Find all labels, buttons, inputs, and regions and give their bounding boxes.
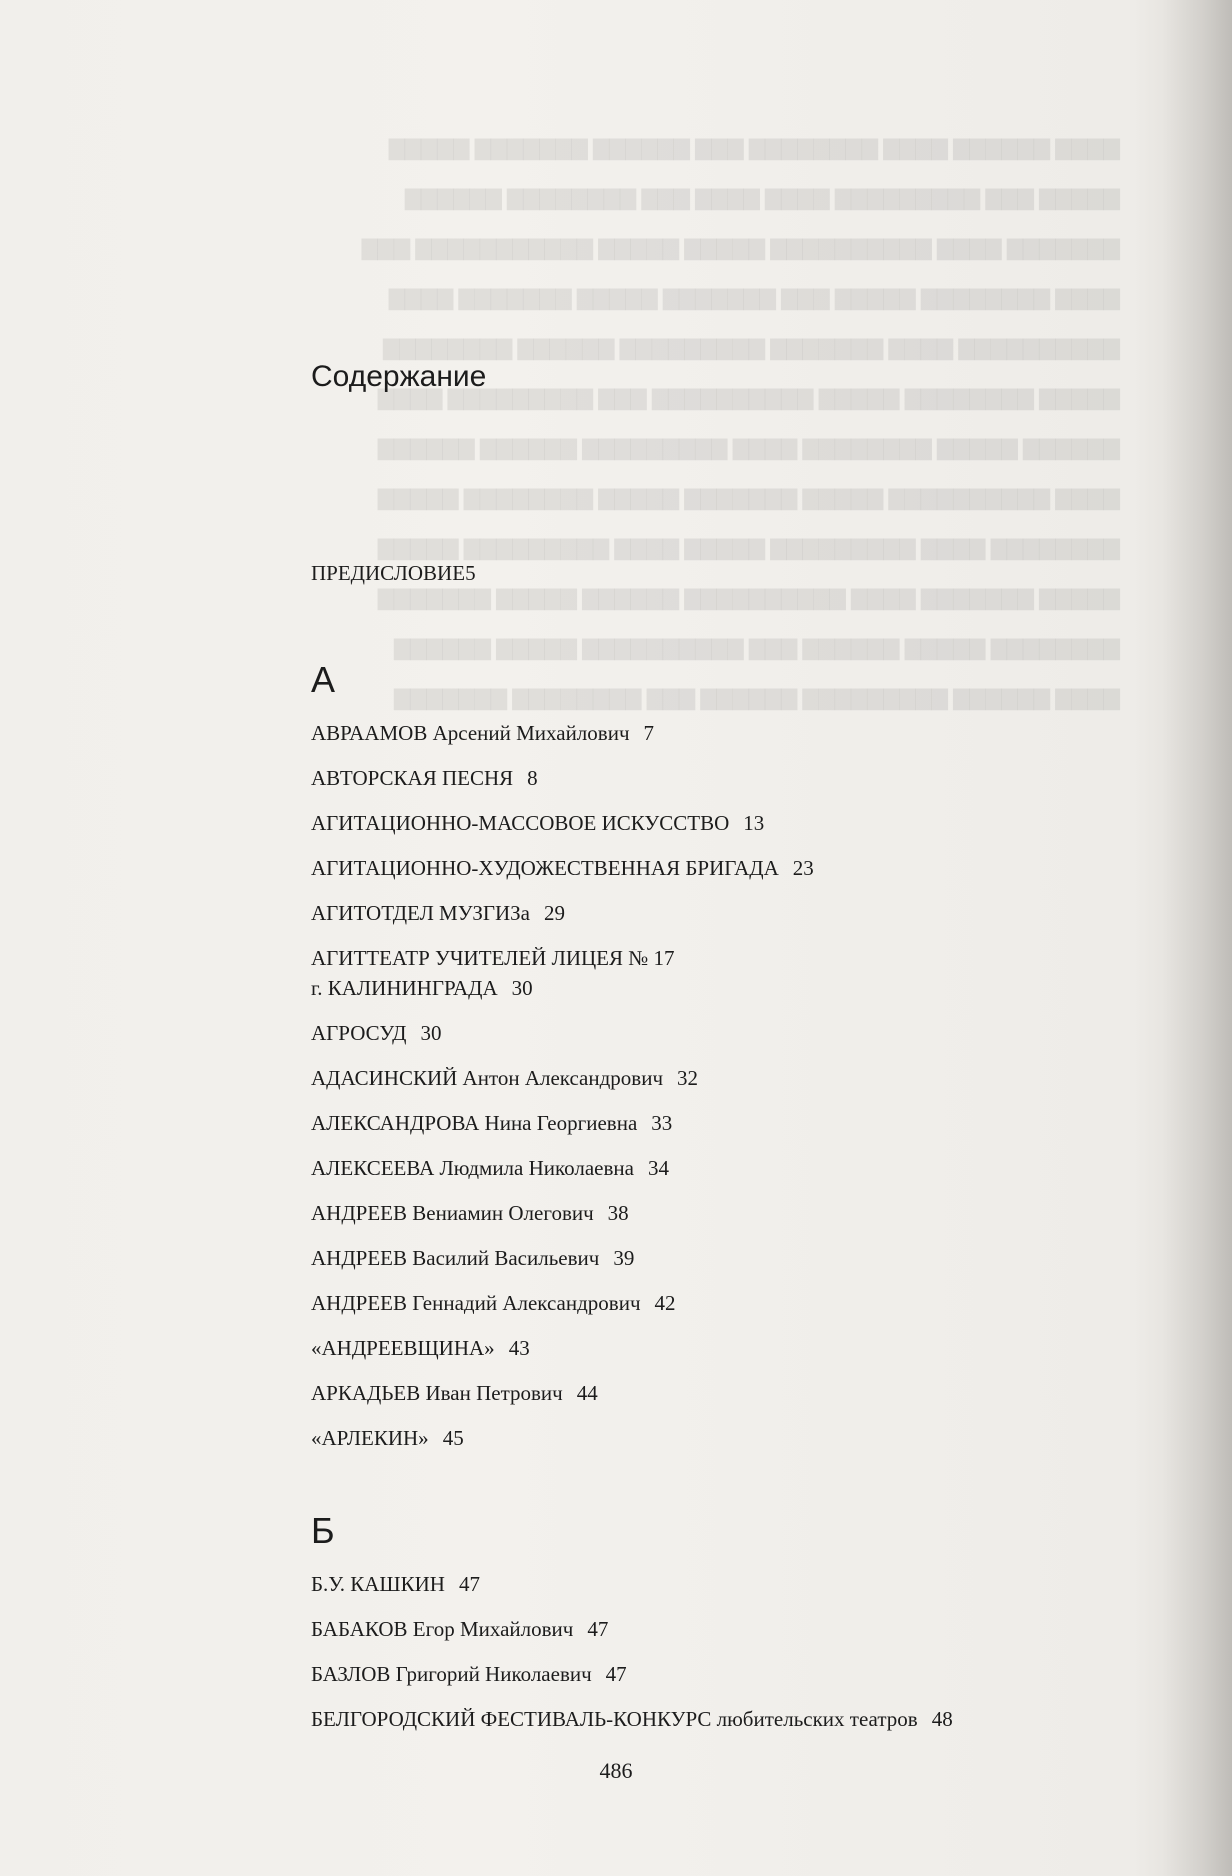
toc-entry-name: БАЗЛОВ Григорий Николаевич	[311, 1662, 592, 1686]
toc-entry	[311, 943, 1131, 1003]
toc-entry-name: БЕЛГОРОДСКИЙ ФЕСТИВАЛЬ-КОНКУРС любительских театров	[311, 1707, 918, 1731]
toc-entry-name: АДАСИНСКИЙ Антон Александрович	[311, 1066, 664, 1090]
toc-entry	[311, 1243, 1131, 1273]
toc-entry-page: 33	[651, 1111, 673, 1135]
toc-entry-page: 29	[544, 901, 565, 925]
toc-entry	[311, 898, 1131, 928]
toc-entry	[311, 1569, 1131, 1599]
section-letter: А	[311, 659, 336, 700]
toc-entry-name: АЛЕКСЕЕВА Людмила Николаевна	[311, 1156, 634, 1180]
toc-entry-page: 13	[743, 811, 765, 835]
toc-entry-page: 45	[442, 1426, 464, 1450]
toc-entry-name: ПРЕДИСЛОВИЕ	[311, 561, 466, 585]
toc-entry-name: АГИТТЕАТР УЧИТЕЛЕЙ ЛИЦЕЯ № 17	[311, 946, 675, 970]
toc-entry-name: АВРААМОВ Арсений Михайлович	[311, 721, 630, 745]
toc-entry-page: 39	[613, 1246, 635, 1270]
toc-entry-page: 43	[508, 1336, 530, 1360]
toc-entry	[311, 1423, 1131, 1453]
page-gutter-shadow	[1162, 0, 1232, 1876]
toc-entry	[311, 853, 1131, 883]
toc-entry	[311, 718, 1131, 748]
toc-entry-page: 7	[643, 721, 655, 745]
toc-entry-page: 8	[527, 766, 538, 790]
table-of-contents	[311, 360, 1131, 1749]
toc-entry-page: 23	[792, 856, 814, 880]
page-number: 486	[599, 1758, 633, 1783]
toc-entry-name-continued: г. КАЛИНИНГРАДА	[311, 976, 498, 1000]
toc-entry-page: 47	[458, 1572, 480, 1596]
toc-entry-page: 30	[420, 1021, 442, 1045]
toc-section	[311, 1511, 1131, 1734]
toc-entry	[311, 1288, 1131, 1318]
toc-entry-name: АЛЕКСАНДРОВА Нина Георгиевна	[311, 1111, 638, 1135]
toc-sections	[311, 660, 1131, 1734]
toc-entry-name: АНДРЕЕВ Геннадий Александрович	[311, 1291, 641, 1315]
toc-entry-name: Б.У. КАШКИН	[311, 1572, 445, 1596]
section-letter: Б	[311, 1510, 335, 1551]
toc-entry-page: 34	[647, 1156, 669, 1180]
toc-entry	[311, 1704, 1131, 1734]
toc-entry	[311, 1153, 1131, 1183]
toc-entry-page: 47	[587, 1617, 609, 1641]
toc-entry	[311, 1333, 1131, 1363]
toc-entry	[311, 1063, 1131, 1093]
toc-entry	[311, 1018, 1131, 1048]
toc-entry-name: АГИТОТДЕЛ МУЗГИЗа	[311, 901, 530, 925]
toc-entry	[311, 763, 1131, 793]
toc-entry	[311, 1198, 1131, 1228]
toc-entry	[311, 1659, 1131, 1689]
toc-entry	[311, 808, 1131, 838]
toc-entry-name: «АРЛЕКИН»	[311, 1426, 429, 1450]
toc-entry-name: «АНДРЕЕВЩИНА»	[311, 1336, 495, 1360]
toc-entry	[311, 1614, 1131, 1644]
toc-entry-name: АГИТАЦИОННО-МАССОВОЕ ИСКУССТВО	[311, 811, 730, 835]
toc-entry-page: 32	[677, 1066, 699, 1090]
toc-entry	[311, 1108, 1131, 1138]
toc-entry-name: АНДРЕЕВ Вениамин Олегович	[311, 1201, 594, 1225]
toc-entry-name: БАБАКОВ Егор Михайлович	[311, 1617, 574, 1641]
toc-entry-name: АНДРЕЕВ Василий Васильевич	[311, 1246, 600, 1270]
toc-entry-page: 5	[465, 561, 476, 585]
toc-section	[311, 660, 1131, 1453]
toc-title: Содержание	[311, 360, 487, 393]
toc-entry-page: 30	[511, 976, 533, 1000]
toc-entry-name: АГРОСУД	[311, 1021, 407, 1045]
toc-entry-name: АГИТАЦИОННО-ХУДОЖЕСТВЕННАЯ БРИГАДА	[311, 856, 779, 880]
toc-entry-page: 44	[576, 1381, 598, 1405]
toc-entry-name: АРКАДЬЕВ Иван Петрович	[311, 1381, 563, 1405]
show-through-texture: ▇▇▇▇ ▇▇▇▇▇▇ ▇▇▇▇ ▇▇▇▇▇▇▇▇ ▇▇▇ ▇▇▇▇▇▇ ▇▇▇▇▇▇▇ ▇▇▇▇▇ ▇▇▇▇▇ ▇▇▇ ▇▇▇▇▇▇▇▇▇ ▇▇▇▇ ▇▇▇▇ ▇▇▇ ▇▇▇▇▇▇▇▇ ▇▇▇▇▇▇ ▇▇▇▇▇▇▇ ▇▇▇▇ ▇▇▇▇▇▇▇▇▇▇ ▇▇▇▇▇ ▇▇▇▇▇ ▇▇▇▇▇▇▇▇▇▇▇ ▇▇▇ ▇▇▇▇ ▇▇▇▇▇▇▇▇ ▇▇▇▇▇ ▇▇▇ ▇▇▇▇▇▇▇ ▇▇▇▇▇ ▇▇▇▇▇▇▇ ▇▇▇▇ ▇▇▇▇▇▇▇▇▇▇ ▇▇▇▇ ▇▇▇▇▇▇▇ ▇▇▇▇▇▇▇▇▇ ▇▇▇▇▇▇ ▇▇▇▇▇▇▇▇ ▇▇▇▇▇ ▇▇▇▇▇▇▇▇ ▇▇▇▇▇ ▇▇▇▇▇▇▇▇▇▇ ▇▇▇ ▇▇▇▇▇▇▇▇▇ ▇▇▇▇ ▇▇▇▇▇▇ ▇▇▇▇▇ ▇▇▇▇▇▇▇▇ ▇▇▇▇ ▇▇▇▇▇▇▇▇▇ ▇▇▇▇▇▇ ▇▇▇▇▇▇ ▇▇▇▇ ▇▇▇▇▇▇▇▇▇▇ ▇▇▇▇▇ ▇▇▇▇▇▇▇ ▇▇▇▇▇ ▇▇▇▇▇▇▇▇ ▇▇▇▇▇ ▇▇▇▇▇▇▇▇ ▇▇▇▇ ▇▇▇▇▇▇▇▇▇ ▇▇▇▇▇ ▇▇▇▇ ▇▇▇▇▇▇▇▇▇ ▇▇▇▇▇ ▇▇▇▇▇ ▇▇▇▇▇▇▇ ▇▇▇▇ ▇▇▇▇▇▇▇▇▇▇ ▇▇▇▇▇▇ ▇▇▇▇▇ ▇▇▇▇▇▇▇ ▇▇▇▇▇▇▇▇ ▇▇▇▇▇ ▇▇▇▇▇▇ ▇▇▇ ▇▇▇▇▇▇▇▇▇▇ ▇▇▇▇▇ ▇▇▇▇▇▇ ▇▇▇▇ ▇▇▇▇▇▇ ▇▇▇▇▇▇▇▇▇ ▇▇▇▇▇▇ ▇▇▇ ▇▇▇▇▇▇▇▇ ▇▇▇▇▇▇▇	[361, 136, 1120, 710]
toc-entry-name: АВТОРСКАЯ ПЕСНЯ	[311, 766, 514, 790]
toc-entry-page: 48	[931, 1707, 953, 1731]
toc-entry-page: 38	[607, 1201, 629, 1225]
toc-entry	[311, 1378, 1131, 1408]
toc-entry-preface	[311, 558, 1131, 588]
toc-entry-page: 47	[605, 1662, 627, 1686]
toc-entry-page: 42	[654, 1291, 676, 1315]
